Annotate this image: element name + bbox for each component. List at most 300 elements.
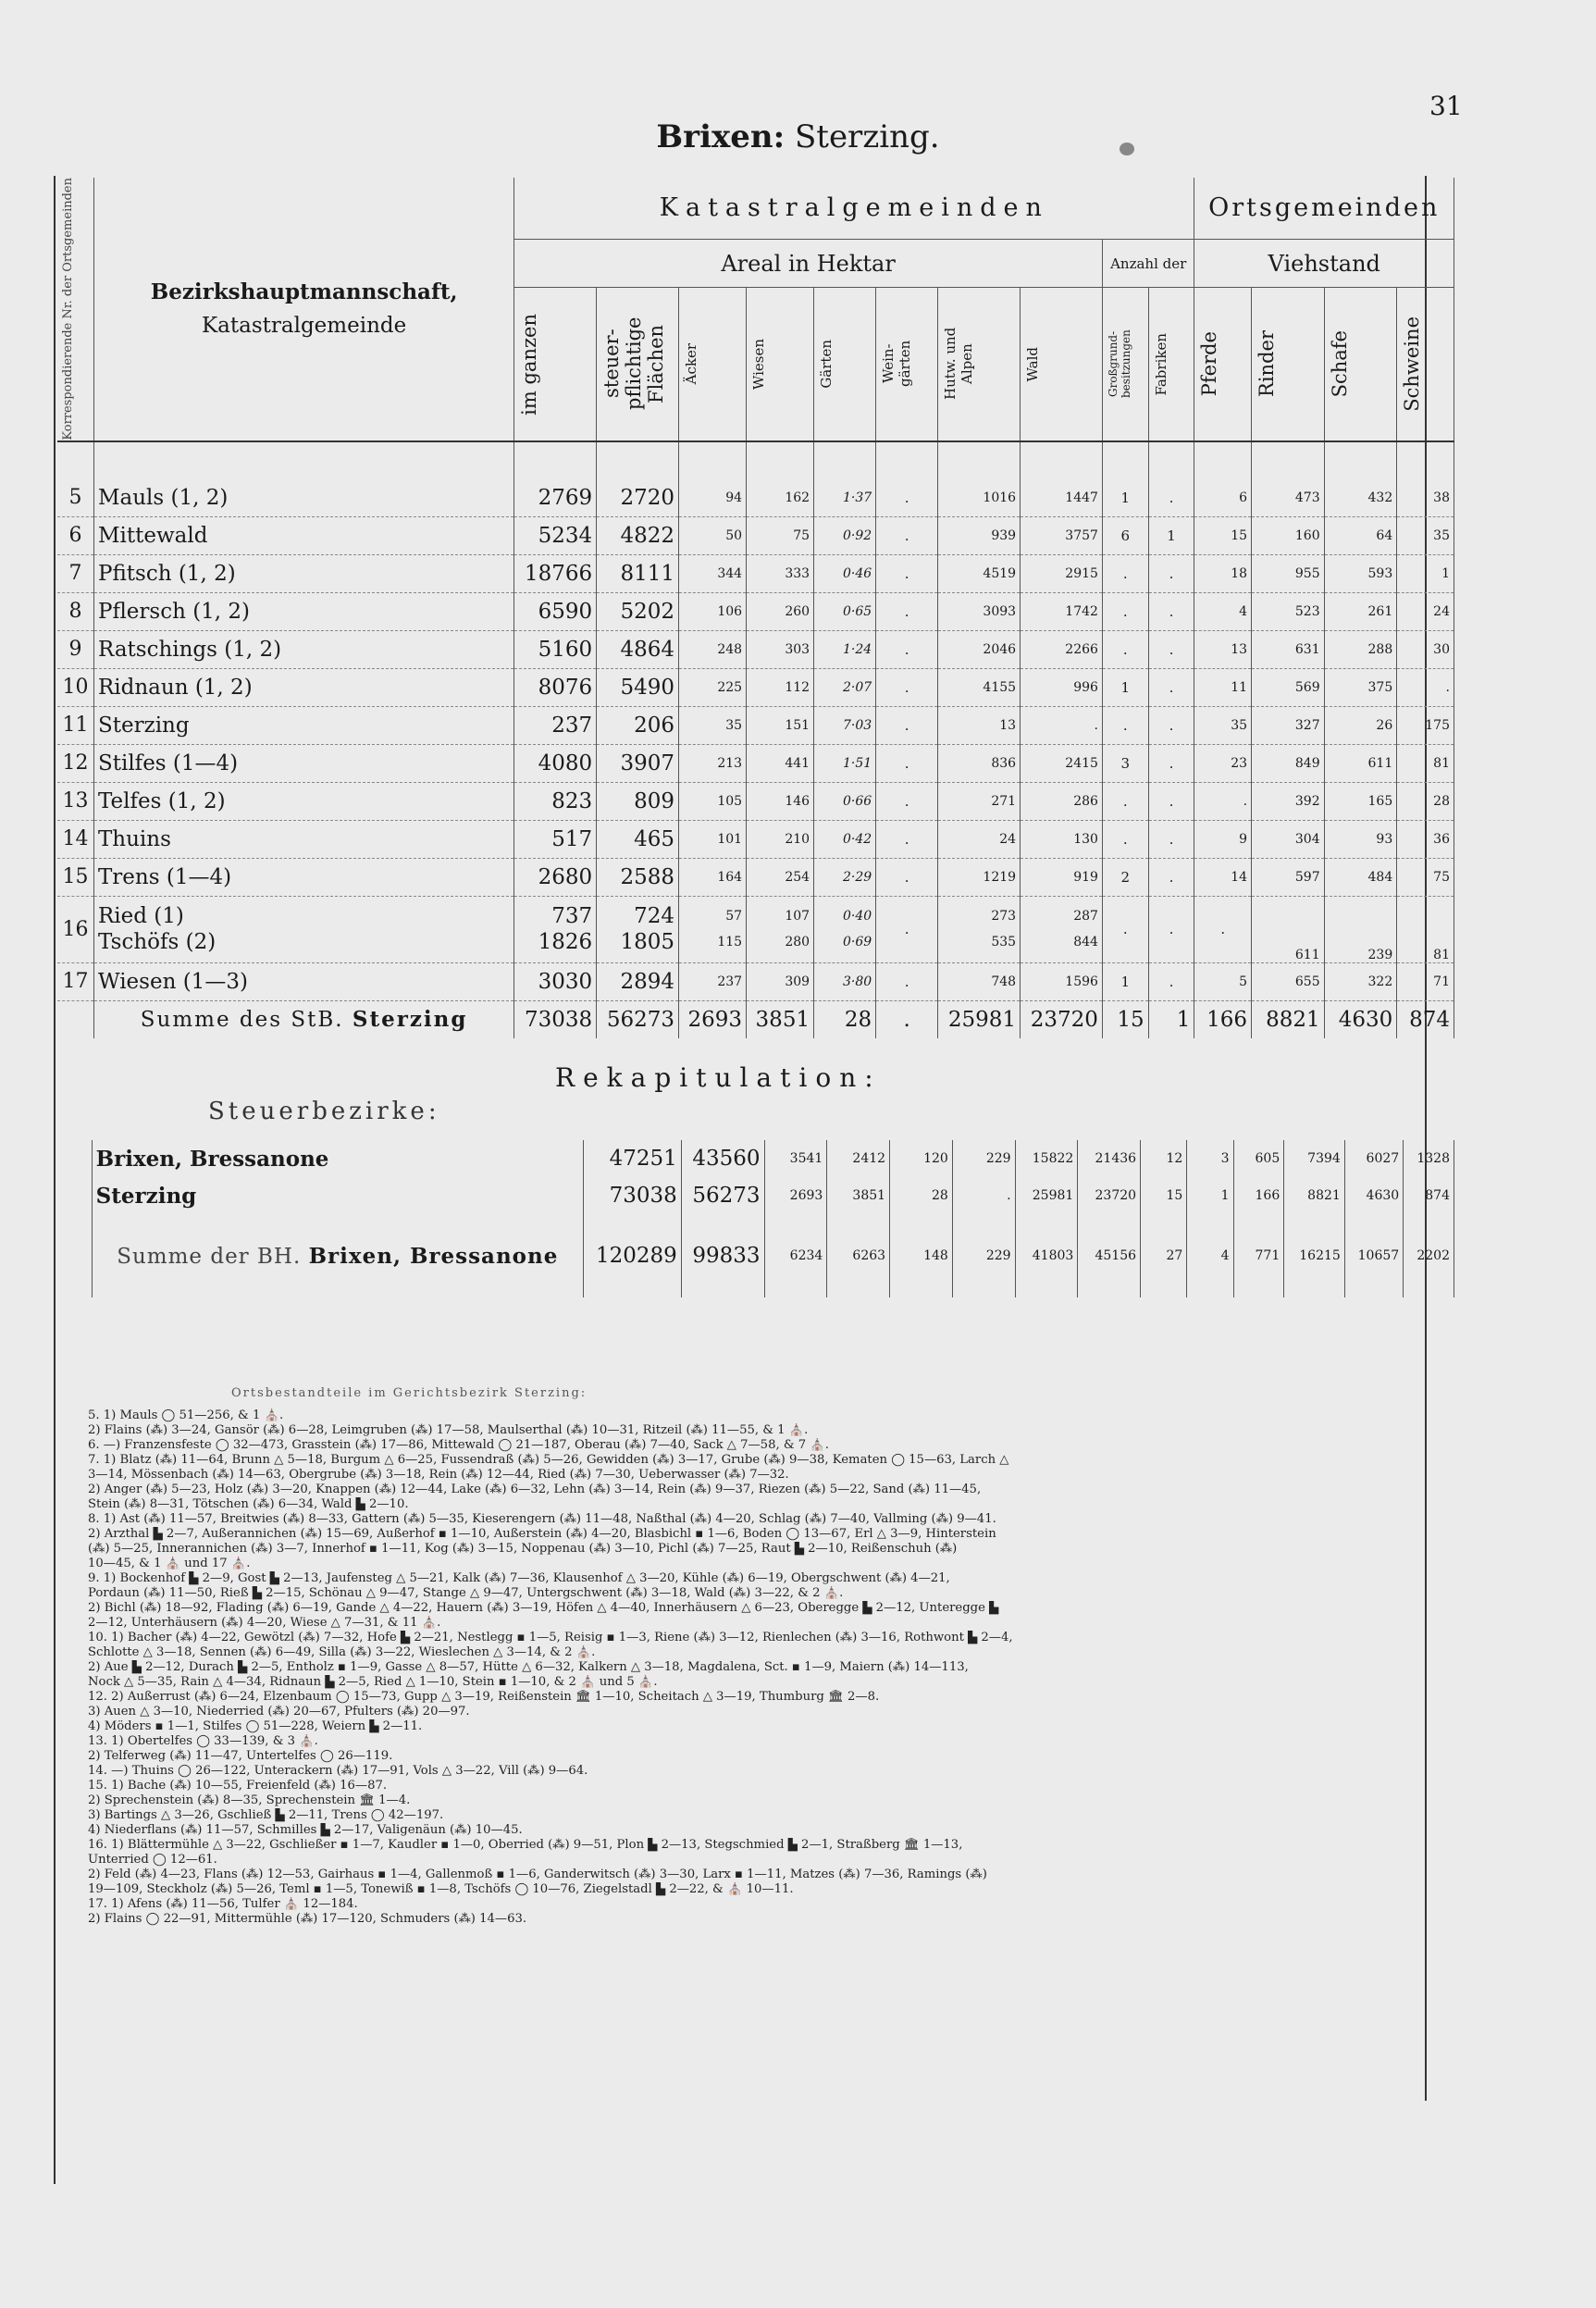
- cell-schafe: 375: [1324, 668, 1397, 706]
- rekap-cell-gross: 15: [1141, 1177, 1187, 1214]
- cell-wiesen: 162: [747, 479, 814, 517]
- table-row: [57, 706, 1454, 744]
- cell-name: Telfes (1, 2): [93, 782, 513, 820]
- row16-hutw1: 273: [991, 909, 1017, 924]
- rekap-cell-wald: 45156: [1078, 1214, 1141, 1297]
- row17-wald: 1596: [1021, 962, 1103, 1000]
- cell-name: Pfitsch (1, 2): [93, 554, 513, 592]
- cell-ganz: 8076: [514, 668, 597, 706]
- note-line: Pordaun (⁂) 11—50, Rieß ▙ 2—15, Schönau △ 9—47, Stange △ 9—47, Untergschwent (⁂) 3—18, Wald (⁂) 3—22, & 2 ⛪.: [88, 1586, 844, 1600]
- cell-gross: .: [1102, 706, 1148, 744]
- rekap-name-brixen: Brixen, Bressanone: [92, 1140, 583, 1177]
- cell-steuer: 5202: [597, 592, 679, 630]
- cell-wein: .: [876, 744, 938, 782]
- cell-schweine: 81: [1397, 744, 1454, 782]
- cell-steuer: 2588: [597, 858, 679, 896]
- sum-schweine: 874: [1397, 1000, 1454, 1038]
- cell-schafe: 261: [1324, 592, 1397, 630]
- cell-gaerten: 0·66: [814, 782, 876, 820]
- cell-wein: .: [876, 668, 938, 706]
- cell-schweine: 30: [1397, 630, 1454, 668]
- rekap-cell-gross: 27: [1141, 1214, 1187, 1297]
- cell-schweine: 35: [1397, 516, 1454, 554]
- note-line: Unterried ◯ 12—61.: [88, 1853, 217, 1867]
- row17-rinder: 655: [1252, 962, 1325, 1000]
- header-schweine: Schweine: [1401, 316, 1424, 412]
- row16-gaerten2: 0·69: [842, 935, 872, 950]
- rekap-cell-ganz: 47251: [583, 1140, 681, 1177]
- row16-schweine: 81: [1397, 896, 1454, 962]
- row16-wald1: 287: [1073, 909, 1098, 924]
- cell-gaerten: 1·51: [814, 744, 876, 782]
- table-row: [57, 554, 1454, 592]
- cell-nr: 14: [57, 820, 93, 858]
- table-row: [57, 744, 1454, 782]
- cell-nr: 9: [57, 630, 93, 668]
- header-wiesen: Wiesen: [750, 338, 768, 390]
- rekap-cell-pferde: 605: [1233, 1140, 1284, 1177]
- ink-spot: [1120, 143, 1134, 155]
- rekap-total-label-b: Brixen, Bressanone: [308, 1243, 559, 1269]
- row17-nr: 17: [57, 962, 93, 1000]
- sum-gaerten: 28: [814, 1000, 876, 1038]
- cell-nr: 15: [57, 858, 93, 896]
- rekapitulation-table: [57, 1140, 1454, 1297]
- cell-wald: 3757: [1021, 516, 1103, 554]
- cell-schafe: 484: [1324, 858, 1397, 896]
- rekap-cell-pferde: 771: [1233, 1214, 1284, 1297]
- cell-fabr: .: [1148, 668, 1194, 706]
- cell-aecker: 106: [679, 592, 747, 630]
- note-line: Nock △ 5—35, Rain △ 4—34, Ridnaun ▙ 2—5, Ried △ 1—10, Stein ▪ 1—10, & 2 ⛪ und 5 ⛪.: [88, 1675, 658, 1689]
- notes-heading: Ortsbestandteile im Gerichtsbezirk Sterzing:: [231, 1386, 588, 1400]
- rekap-row-brixen: [57, 1140, 1454, 1177]
- cell-nr: 6: [57, 516, 93, 554]
- note-line: 2) Sprechenstein (⁂) 8—35, Sprechenstein 🏛 1—4.: [88, 1793, 411, 1807]
- table-row: [57, 592, 1454, 630]
- header-katastralgemeinden: Katastralgemeinden: [514, 178, 1194, 239]
- cell-wald: 996: [1021, 668, 1103, 706]
- cell-rinder: 523: [1252, 592, 1325, 630]
- cell-wein: .: [876, 592, 938, 630]
- cell-wald: 1742: [1021, 592, 1103, 630]
- note-line: 17. 1) Afens (⁂) 11—56, Tulfer ⛪ 12—184.: [88, 1897, 358, 1911]
- rekap-cell-ganz: 73038: [583, 1177, 681, 1214]
- header-bezirk: Bezirkshauptmannschaft,: [150, 279, 458, 304]
- page-title: [0, 118, 1596, 155]
- rekap-cell-aecker: 6234: [764, 1214, 827, 1297]
- page-number: 31: [1429, 91, 1463, 121]
- sum-pferde: 166: [1194, 1000, 1252, 1038]
- cell-hutw: 1016: [938, 479, 1021, 517]
- cell-gross: 2: [1102, 858, 1148, 896]
- cell-schweine: 38: [1397, 479, 1454, 517]
- note-line: 10—45, & 1 ⛪ und 17 ⛪.: [88, 1557, 251, 1570]
- cell-pferde: 6: [1194, 479, 1252, 517]
- cell-gross: .: [1102, 820, 1148, 858]
- table-row: [57, 516, 1454, 554]
- cell-gaerten: 0·65: [814, 592, 876, 630]
- rekap-total-label-a: Summe der BH.: [117, 1244, 302, 1269]
- rekap-row-sterzing: [57, 1177, 1454, 1214]
- cell-gaerten: 0·46: [814, 554, 876, 592]
- cell-wein: .: [876, 630, 938, 668]
- table-row: [57, 820, 1454, 858]
- header-steuerpflichtig: steuer-pflichtige Flächen: [600, 317, 668, 411]
- rekap-cell-wein: 229: [952, 1140, 1015, 1177]
- row16-hutw2: 535: [991, 935, 1017, 950]
- note-line: 2) Feld (⁂) 4—23, Flans (⁂) 12—53, Gairhaus ▪ 1—4, Gallenmoß ▪ 1—6, Ganderwitsch (⁂) 3—30, Larx ▪ 1—11, Matzes (⁂) 7—36, Ramings (⁂): [88, 1867, 987, 1881]
- rekapitulation-title: Rekapitulation:: [555, 1062, 882, 1093]
- cell-schweine: 36: [1397, 820, 1454, 858]
- cell-aecker: 164: [679, 858, 747, 896]
- cell-schafe: 593: [1324, 554, 1397, 592]
- row16-name2: Tschöfs (2): [97, 930, 217, 955]
- row16-nr: 16: [57, 896, 93, 962]
- note-line: 19—109, Steckholz (⁂) 5—26, Teml ▪ 1—5, Tonewiß ▪ 1—8, Tschöfs ◯ 10—76, Ziegelstadl ▙ 2—22, & ⛪ 10—11.: [88, 1882, 794, 1896]
- header-im-ganzen: im ganzen: [518, 313, 541, 416]
- cell-hutw: 4155: [938, 668, 1021, 706]
- cell-pferde: 14: [1194, 858, 1252, 896]
- cell-steuer: 8111: [597, 554, 679, 592]
- sum-gross: 15: [1102, 1000, 1148, 1038]
- cell-gaerten: 0·42: [814, 820, 876, 858]
- rekap-cell-aecker: 2693: [764, 1177, 827, 1214]
- note-line: Schlotte △ 3—18, Sennen (⁂) 6—49, Silla (⁂) 3—22, Wieslechen △ 3—14, & 2 ⛪.: [88, 1645, 596, 1659]
- row17-aecker: 237: [679, 962, 747, 1000]
- cell-gaerten: 2·07: [814, 668, 876, 706]
- cell-gross: 1: [1102, 668, 1148, 706]
- cell-name: Stilfes (1—4): [93, 744, 513, 782]
- footnotes: [88, 1408, 1448, 1927]
- table-row: [57, 479, 1454, 517]
- row16-wald2: 844: [1073, 935, 1098, 950]
- rekap-cell-ganz: 120289: [583, 1214, 681, 1297]
- cell-ganz: 5234: [514, 516, 597, 554]
- note-line: 6. —) Franzensfeste ◯ 32—473, Grasstein (⁂) 17—86, Mittewald ◯ 21—187, Oberau (⁂) 7—40, Sack △ 7—58, & 7 ⛪.: [88, 1438, 829, 1452]
- note-line: 3) Bartings △ 3—26, Gschließ ▙ 2—11, Trens ◯ 42—197.: [88, 1808, 444, 1822]
- cell-wald: .: [1021, 706, 1103, 744]
- cell-schafe: 611: [1324, 744, 1397, 782]
- cell-rinder: 473: [1252, 479, 1325, 517]
- sum-wald: 23720: [1021, 1000, 1103, 1038]
- rekap-cell-gaerten: 120: [890, 1140, 953, 1177]
- cell-gaerten: 7·03: [814, 706, 876, 744]
- header-areal: Areal in Hektar: [514, 239, 1103, 287]
- cell-wald: 919: [1021, 858, 1103, 896]
- cell-fabr: .: [1148, 744, 1194, 782]
- cell-nr: 13: [57, 782, 93, 820]
- cell-steuer: 809: [597, 782, 679, 820]
- cell-pferde: 11: [1194, 668, 1252, 706]
- row16-gaerten1: 0·40: [842, 909, 872, 924]
- sum-label-b: Sterzing: [352, 1007, 468, 1033]
- note-line: 2) Arzthal ▙ 2—7, Außerannichen (⁂) 15—69, Außerhof ▪ 1—10, Außerstein (⁂) 4—20, Blasbichl ▪ 1—6, Boden ◯ 13—67, Erl △ 3—9, Hinterstein: [88, 1527, 996, 1541]
- header-aecker: Äcker: [683, 343, 699, 385]
- cell-pferde: 13: [1194, 630, 1252, 668]
- cell-wiesen: 254: [747, 858, 814, 896]
- row17-name: Wiesen (1—3): [93, 962, 513, 1000]
- row17-fabr: .: [1148, 962, 1194, 1000]
- header-rinder: Rinder: [1256, 330, 1279, 398]
- cell-hutw: 271: [938, 782, 1021, 820]
- cell-gross: .: [1102, 592, 1148, 630]
- cell-steuer: 4864: [597, 630, 679, 668]
- note-line: 2) Flains ◯ 22—91, Mittermühle (⁂) 17—120, Schmuders (⁂) 14—63.: [88, 1912, 527, 1926]
- cell-schafe: 288: [1324, 630, 1397, 668]
- cell-wiesen: 75: [747, 516, 814, 554]
- title-district: Sterzing.: [794, 118, 940, 155]
- cell-gaerten: 2·29: [814, 858, 876, 896]
- row16-wiesen1: 107: [785, 909, 810, 924]
- cell-nr: 12: [57, 744, 93, 782]
- note-line: 4) Möders ▪ 1—1, Stilfes ◯ 51—228, Weiern ▙ 2—11.: [88, 1719, 423, 1733]
- rekap-cell-rinder: 8821: [1284, 1177, 1345, 1214]
- sum-rinder: 8821: [1252, 1000, 1325, 1038]
- header-pferde: Pferde: [1198, 331, 1221, 397]
- rekap-cell-steuer: 99833: [681, 1214, 764, 1297]
- row17-schafe: 322: [1324, 962, 1397, 1000]
- table-row-17: [57, 962, 1454, 1000]
- cell-gaerten: 0·92: [814, 516, 876, 554]
- cell-wald: 286: [1021, 782, 1103, 820]
- row17-schweine: 71: [1397, 962, 1454, 1000]
- note-line: 5. 1) Mauls ◯ 51—256, & 1 ⛪.: [88, 1408, 284, 1422]
- sum-hutw: 25981: [938, 1000, 1021, 1038]
- header-schafe: Schafe: [1328, 330, 1351, 398]
- cell-hutw: 13: [938, 706, 1021, 744]
- row17-hutw: 748: [938, 962, 1021, 1000]
- rekap-cell-gaerten: 28: [890, 1177, 953, 1214]
- cell-name: Pflersch (1, 2): [93, 592, 513, 630]
- cell-pferde: 23: [1194, 744, 1252, 782]
- header-fabriken: Fabriken: [1152, 332, 1169, 396]
- cell-schafe: 93: [1324, 820, 1397, 858]
- cell-wiesen: 151: [747, 706, 814, 744]
- cell-name: Ridnaun (1, 2): [93, 668, 513, 706]
- cell-hutw: 939: [938, 516, 1021, 554]
- cell-wein: .: [876, 706, 938, 744]
- cell-wiesen: 333: [747, 554, 814, 592]
- cell-aecker: 50: [679, 516, 747, 554]
- cell-name: Mauls (1, 2): [93, 479, 513, 517]
- header-ortsgemeinden: Ortsgemeinden: [1194, 178, 1454, 239]
- header-grossgrund: Großgrund-besitzungen: [1106, 329, 1132, 399]
- cell-gross: 1: [1102, 479, 1148, 517]
- cell-gross: .: [1102, 630, 1148, 668]
- header-gaerten: Gärten: [818, 340, 835, 389]
- cell-steuer: 206: [597, 706, 679, 744]
- cell-name: Sterzing: [93, 706, 513, 744]
- note-line: 4) Niederflans (⁂) 11—57, Schmilles ▙ 2—17, Valigenäun (⁂) 10—45.: [88, 1823, 523, 1837]
- cell-rinder: 569: [1252, 668, 1325, 706]
- cell-ganz: 5160: [514, 630, 597, 668]
- cell-name: Mittewald: [93, 516, 513, 554]
- note-line: 7. 1) Blatz (⁂) 11—64, Brunn △ 5—18, Burgum △ 6—25, Fussendraß (⁂) 5—26, Gewidden (⁂) 3—17, Grube (⁂) 9—38, Kematen ◯ 15—63, Larch △: [88, 1453, 1009, 1467]
- table-row-16: 16 Ried (1) Tschöfs (2) 737 1826 724 1805 57 115 107 280 0·40 0·69 . 273 535 287 844 . . . 611 239 81: [57, 896, 1454, 962]
- rekap-cell-wald: 23720: [1078, 1177, 1141, 1214]
- rekap-row-total: [57, 1214, 1454, 1297]
- header-hutweiden: Hutw. und Alpen: [942, 328, 976, 401]
- rekap-cell-wiesen: 6263: [827, 1214, 890, 1297]
- cell-aecker: 35: [679, 706, 747, 744]
- cell-fabr: .: [1148, 592, 1194, 630]
- cell-ganz: 6590: [514, 592, 597, 630]
- cell-wiesen: 303: [747, 630, 814, 668]
- cell-rinder: 392: [1252, 782, 1325, 820]
- cell-fabr: .: [1148, 630, 1194, 668]
- cell-gross: .: [1102, 782, 1148, 820]
- note-line: 13. 1) Obertelfes ◯ 33—139, & 3 ⛪.: [88, 1734, 318, 1748]
- cell-hutw: 3093: [938, 592, 1021, 630]
- cell-pferde: 35: [1194, 706, 1252, 744]
- cell-nr: 7: [57, 554, 93, 592]
- rekap-cell-fabr: 4: [1187, 1214, 1233, 1297]
- cell-fabr: 1: [1148, 516, 1194, 554]
- rekap-cell-schweine: 2202: [1404, 1214, 1454, 1297]
- cell-nr: 5: [57, 479, 93, 517]
- header-korr-nr: Korrespondierende Nr. der Ortsgemeinden: [61, 178, 75, 441]
- cell-wald: 1447: [1021, 479, 1103, 517]
- cell-gaerten: 1·24: [814, 630, 876, 668]
- row16-aecker1: 57: [725, 909, 743, 924]
- rekap-cell-wein: .: [952, 1177, 1015, 1214]
- steuerbezirke-heading: Steuerbezirke:: [208, 1098, 440, 1125]
- table-row: [57, 858, 1454, 896]
- cell-ganz: 237: [514, 706, 597, 744]
- row16-ganz1: 737: [551, 904, 593, 929]
- header-katastralgemeinde: Katastralgemeinde: [202, 313, 407, 338]
- table-row: [57, 782, 1454, 820]
- cell-gross: 3: [1102, 744, 1148, 782]
- rekap-cell-pferde: 166: [1233, 1177, 1284, 1214]
- cell-wein: .: [876, 858, 938, 896]
- row16-name1: Ried (1): [97, 904, 184, 929]
- note-line: 2—12, Unterhäusern (⁂) 4—20, Wiese △ 7—31, & 11 ⛪.: [88, 1616, 441, 1630]
- cell-aecker: 248: [679, 630, 747, 668]
- cell-ganz: 2769: [514, 479, 597, 517]
- cell-schweine: .: [1397, 668, 1454, 706]
- sum-steuer: 56273: [597, 1000, 679, 1038]
- cell-steuer: 2720: [597, 479, 679, 517]
- rekap-cell-schweine: 1328: [1404, 1140, 1454, 1177]
- cell-fabr: .: [1148, 479, 1194, 517]
- cell-rinder: 327: [1252, 706, 1325, 744]
- note-line: 10. 1) Bacher (⁂) 4—22, Gewötzl (⁂) 7—32, Hofe ▙ 2—21, Nestlegg ▪ 1—5, Reisig ▪ 1—3, Riene (⁂) 3—12, Rienlechen (⁂) 3—16, Rothwont ▙ 2—4,: [88, 1631, 1013, 1644]
- cell-aecker: 105: [679, 782, 747, 820]
- cell-wiesen: 112: [747, 668, 814, 706]
- cell-rinder: 597: [1252, 858, 1325, 896]
- cell-fabr: .: [1148, 782, 1194, 820]
- cell-wiesen: 146: [747, 782, 814, 820]
- sum-fabr: 1: [1148, 1000, 1194, 1038]
- note-line: 2) Bichl (⁂) 18—92, Flading (⁂) 6—19, Gande △ 4—22, Hauern (⁂) 3—19, Höfen △ 4—40, Innerhäusern △ 6—23, Oberegge ▙ 2—12, Unteregge ▙: [88, 1601, 999, 1615]
- sum-aecker: 2693: [679, 1000, 747, 1038]
- cell-aecker: 94: [679, 479, 747, 517]
- title-region: Brixen:: [656, 118, 786, 155]
- frame-left-rule: [54, 176, 56, 2184]
- cell-hutw: 836: [938, 744, 1021, 782]
- cell-wald: 130: [1021, 820, 1103, 858]
- cell-nr: 10: [57, 668, 93, 706]
- note-line: 2) Aue ▙ 2—12, Durach ▙ 2—5, Entholz ▪ 1—9, Gasse △ 8—57, Hütte △ 6—32, Kalkern △ 3—18, Magdalena, Sct. ▪ 1—9, Maiern (⁂) 14—113,: [88, 1660, 969, 1674]
- row16-rinder: 611: [1252, 896, 1325, 962]
- cell-steuer: 465: [597, 820, 679, 858]
- rekap-name-sterzing: Sterzing: [92, 1177, 583, 1214]
- rekap-cell-wiesen: 3851: [827, 1177, 890, 1214]
- row16-steuer1: 724: [634, 904, 674, 929]
- rekap-cell-wald: 21436: [1078, 1140, 1141, 1177]
- summary-row: [57, 1000, 1454, 1038]
- cell-wald: 2915: [1021, 554, 1103, 592]
- cell-steuer: 3907: [597, 744, 679, 782]
- cell-name: Ratschings (1, 2): [93, 630, 513, 668]
- cell-schafe: 165: [1324, 782, 1397, 820]
- sum-label-a: Summe des StB.: [140, 1008, 344, 1033]
- rekap-cell-wein: 229: [952, 1214, 1015, 1297]
- row16-schafe: 239: [1324, 896, 1397, 962]
- cell-steuer: 4822: [597, 516, 679, 554]
- note-line: 9. 1) Bockenhof ▙ 2—9, Gost ▙ 2—13, Jaufensteg △ 5—21, Kalk (⁂) 7—36, Klausenhof △ 3—20, Kühle (⁂) 6—19, Obergschwent (⁂) 4—21,: [88, 1571, 950, 1585]
- cell-rinder: 160: [1252, 516, 1325, 554]
- note-line: 8. 1) Ast (⁂) 11—57, Breitwies (⁂) 8—33, Gattern (⁂) 5—35, Kieserengern (⁂) 11—48, Naßthal (⁂) 4—20, Schlag (⁂) 7—40, Vallming (⁂) 9—41.: [88, 1512, 996, 1526]
- row17-gross: 1: [1102, 962, 1148, 1000]
- sum-wein: .: [876, 1000, 938, 1038]
- rekap-cell-gaerten: 148: [890, 1214, 953, 1297]
- cell-wein: .: [876, 516, 938, 554]
- note-line: 15. 1) Bache (⁂) 10—55, Freienfeld (⁂) 16—87.: [88, 1779, 388, 1793]
- data-rows: [57, 479, 1454, 897]
- cell-wiesen: 260: [747, 592, 814, 630]
- cell-hutw: 1219: [938, 858, 1021, 896]
- cell-hutw: 2046: [938, 630, 1021, 668]
- rekap-cell-hutw: 41803: [1015, 1214, 1078, 1297]
- sum-wiesen: 3851: [747, 1000, 814, 1038]
- note-line: 14. —) Thuins ◯ 26—122, Unterackern (⁂) 17—91, Vols △ 3—22, Vill (⁂) 9—64.: [88, 1764, 588, 1778]
- rekap-cell-hutw: 25981: [1015, 1177, 1078, 1214]
- statistics-table: [57, 178, 1454, 1038]
- cell-wiesen: 441: [747, 744, 814, 782]
- cell-schweine: 175: [1397, 706, 1454, 744]
- cell-pferde: 9: [1194, 820, 1252, 858]
- rekap-cell-fabr: 1: [1187, 1177, 1233, 1214]
- cell-wiesen: 210: [747, 820, 814, 858]
- cell-fabr: .: [1148, 554, 1194, 592]
- cell-wein: .: [876, 820, 938, 858]
- cell-fabr: .: [1148, 706, 1194, 744]
- row17-wiesen: 309: [747, 962, 814, 1000]
- cell-aecker: 213: [679, 744, 747, 782]
- rekap-cell-rinder: 7394: [1284, 1140, 1345, 1177]
- cell-rinder: 955: [1252, 554, 1325, 592]
- cell-rinder: 849: [1252, 744, 1325, 782]
- rekap-cell-schafe: 6027: [1344, 1140, 1403, 1177]
- cell-schweine: 75: [1397, 858, 1454, 896]
- cell-schweine: 24: [1397, 592, 1454, 630]
- cell-ganz: 2680: [514, 858, 597, 896]
- cell-wein: .: [876, 479, 938, 517]
- rekap-cell-aecker: 3541: [764, 1140, 827, 1177]
- note-line: 16. 1) Blättermühle △ 3—22, Gschließer ▪ 1—7, Kaudler ▪ 1—0, Oberried (⁂) 9—51, Plon ▙ 2—13, Stegschmied ▙ 2—1, Straßberg 🏛 1—13,: [88, 1838, 963, 1852]
- cell-steuer: 5490: [597, 668, 679, 706]
- cell-ganz: 517: [514, 820, 597, 858]
- cell-wald: 2266: [1021, 630, 1103, 668]
- cell-pferde: 15: [1194, 516, 1252, 554]
- rekap-cell-schafe: 4630: [1344, 1177, 1403, 1214]
- cell-wein: .: [876, 554, 938, 592]
- cell-schweine: 28: [1397, 782, 1454, 820]
- table-row: [57, 668, 1454, 706]
